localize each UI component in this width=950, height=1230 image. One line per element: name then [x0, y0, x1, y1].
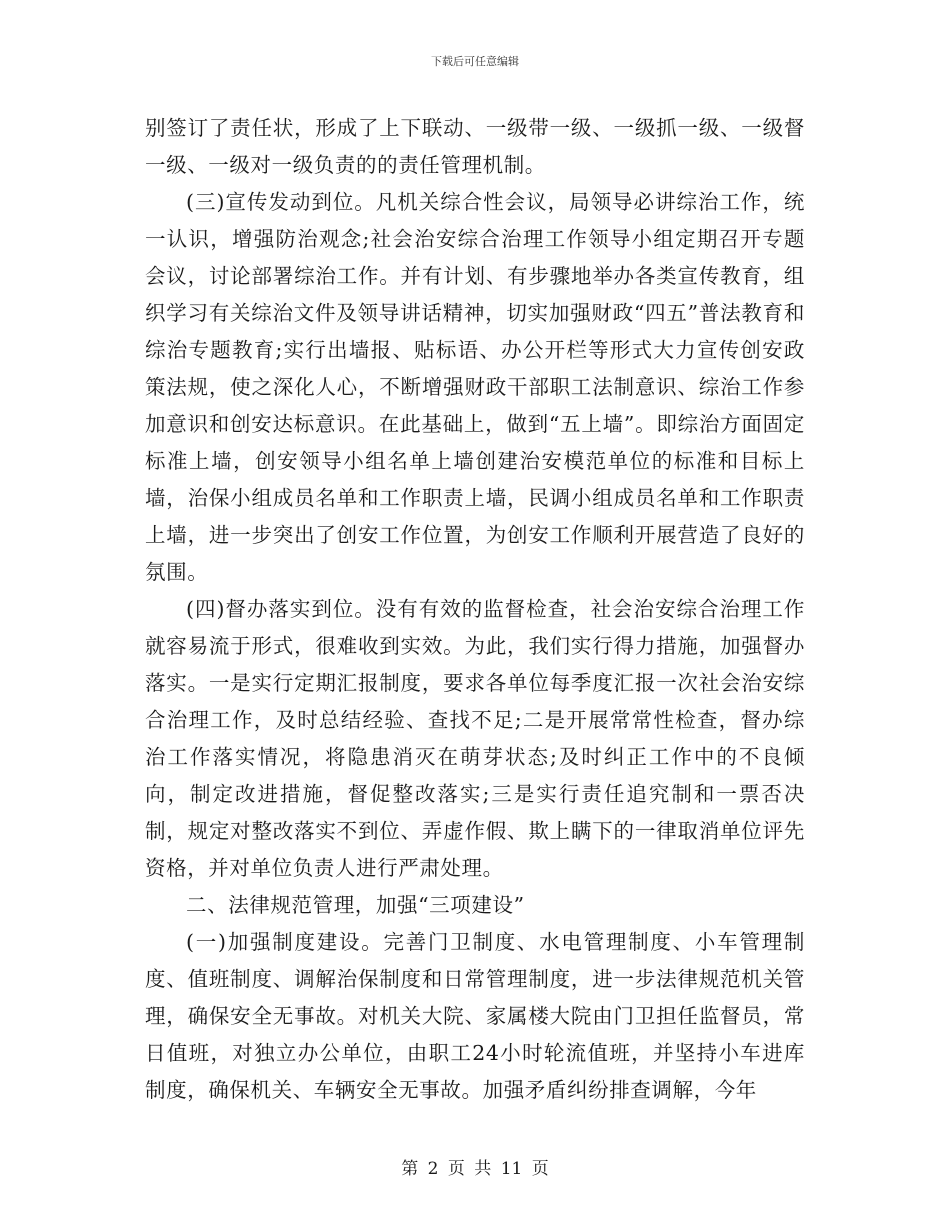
paragraph-continued: 别签订了责任状，形成了上下联动、一级带一级、一级抓一级、一级督一级、一级对一级负责的的责任管理机制。 [145, 116, 805, 177]
paragraph-system-building: (一)加强制度建设。完善门卫制度、水电管理制度、小车管理制度、值班制度、调解治保制度和日常管理制度，进一步法律规范机关管理，确保安全无事故。对机关大院、家属楼大院由门卫担任监督员，常日值班，对独立办公单位，由职工24小时轮流值班，并坚持小车进库制度，确保机关、车辆安全无事故。加强矛盾纠纷排查调解，今年 [145, 930, 805, 1102]
page-header: 下载后可任意编辑 [431, 55, 519, 68]
paragraph-supervision: (四)督办落实到位。没有有效的监督检查，社会治安综合治理工作就容易流于形式，很难收到实效。为此，我们实行得力措施，加强督办落实。一是实行定期汇报制度，要求各单位每季度汇报一次社会治安综合治理工作，及时总结经验、查找不足;二是开展常常性检查，督办综治工作落实情况，将隐患消灭在萌芽状态;及时纠正工作中的不良倾向，制定改进措施，督促整改落实;三是实行责任追究制和一票否决制，规定对整改落实不到位、弄虚作假、欺上瞒下的一律取消单位评先资格，并对单位负责人进行严肃处理。 [145, 597, 805, 880]
paragraph-publicity: (三)宣传发动到位。凡机关综合性会议，局领导必讲综治工作，统一认识，增强防治观念;社会治安综合治理工作领导小组定期召开专题会议，讨论部署综治工作。并有计划、有步骤地举办各类宣传教育，组织学习有关综治文件及领导讲话精神，切实加强财政“四五”普法教育和综治专题教育;实行出墙报、贴标语、办公开栏等形式大力宣传创安政策法规，使之深化人心，不断增强财政干部职工法制意识、综治工作参加意识和创安达标意识。在此基础上，做到“五上墙”。即综治方面固定标准上墙，创安领导小组名单上墙创建治安模范单位的标准和目标上墙，治保小组成员名单和工作职责上墙，民调小组成员名单和工作职责上墙，进一步突出了创安工作位置，为创安工作顺利开展营造了良好的氛围。 [145, 190, 805, 584]
page-footer: 第 2 页 共 11 页 [401, 1159, 549, 1179]
section-heading: 二、法律规范管理，加强“三项建设” [186, 893, 525, 917]
document-body [145, 110, 805, 1109]
